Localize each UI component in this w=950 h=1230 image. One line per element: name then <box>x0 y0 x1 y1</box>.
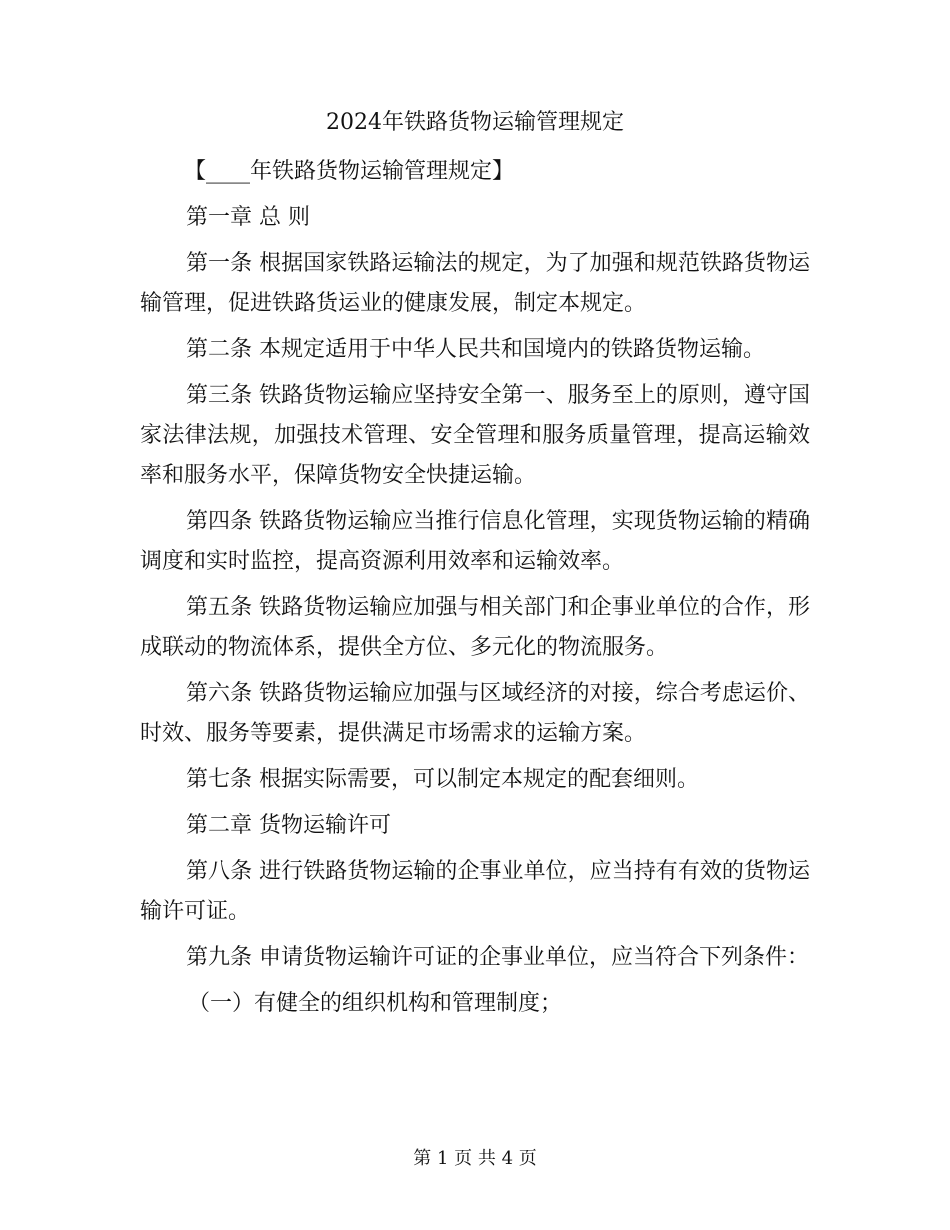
article-paragraph: 第五条 铁路货物运输应加强与相关部门和企事业单位的合作，形成联动的物流体系，提供全方位、多元化的物流服务。 <box>140 595 810 660</box>
article-paragraph: 第四条 铁路货物运输应当推行信息化管理，实现货物运输的精确调度和实时监控，提高资源利用效率和运输效率。 <box>140 509 810 574</box>
document-title: 2024年铁路货物运输管理规定 <box>326 110 624 135</box>
article-paragraph: 第六条 铁路货物运输应加强与区域经济的对接，综合考虑运价、时效、服务等要素，提供满足市场需求的运输方案。 <box>140 681 810 746</box>
subtitle-paragraph: 【____年铁路货物运输管理规定】 <box>184 159 515 184</box>
chapter-heading: 第二章 货物运输许可 <box>186 813 391 838</box>
article-paragraph: 第八条 进行铁路货物运输的企事业单位，应当持有有效的货物运输许可证。 <box>140 859 810 924</box>
article-paragraph: 第九条 申请货物运输许可证的企事业单位，应当符合下列条件： <box>186 945 809 970</box>
chapter-heading: 第一章 总 则 <box>186 205 310 230</box>
page-number: 第 1 页 共 4 页 <box>413 1148 537 1169</box>
article-paragraph: 第七条 根据实际需要，可以制定本规定的配套细则。 <box>186 767 699 792</box>
article-paragraph: 第二条 本规定适用于中华人民共和国境内的铁路货物运输。 <box>186 337 765 362</box>
document-body <box>140 152 810 1030</box>
article-paragraph: 第一条 根据国家铁路运输法的规定，为了加强和规范铁路货物运输管理，促进铁路货运业的健康发展，制定本规定。 <box>140 251 810 316</box>
article-paragraph: 第三条 铁路货物运输应坚持安全第一、服务至上的原则，遵守国家法律法规，加强技术管理、安全管理和服务质量管理，提高运输效率和服务水平，保障货物安全快捷运输。 <box>140 383 810 488</box>
list-item: （一）有健全的组织机构和管理制度； <box>188 991 563 1016</box>
